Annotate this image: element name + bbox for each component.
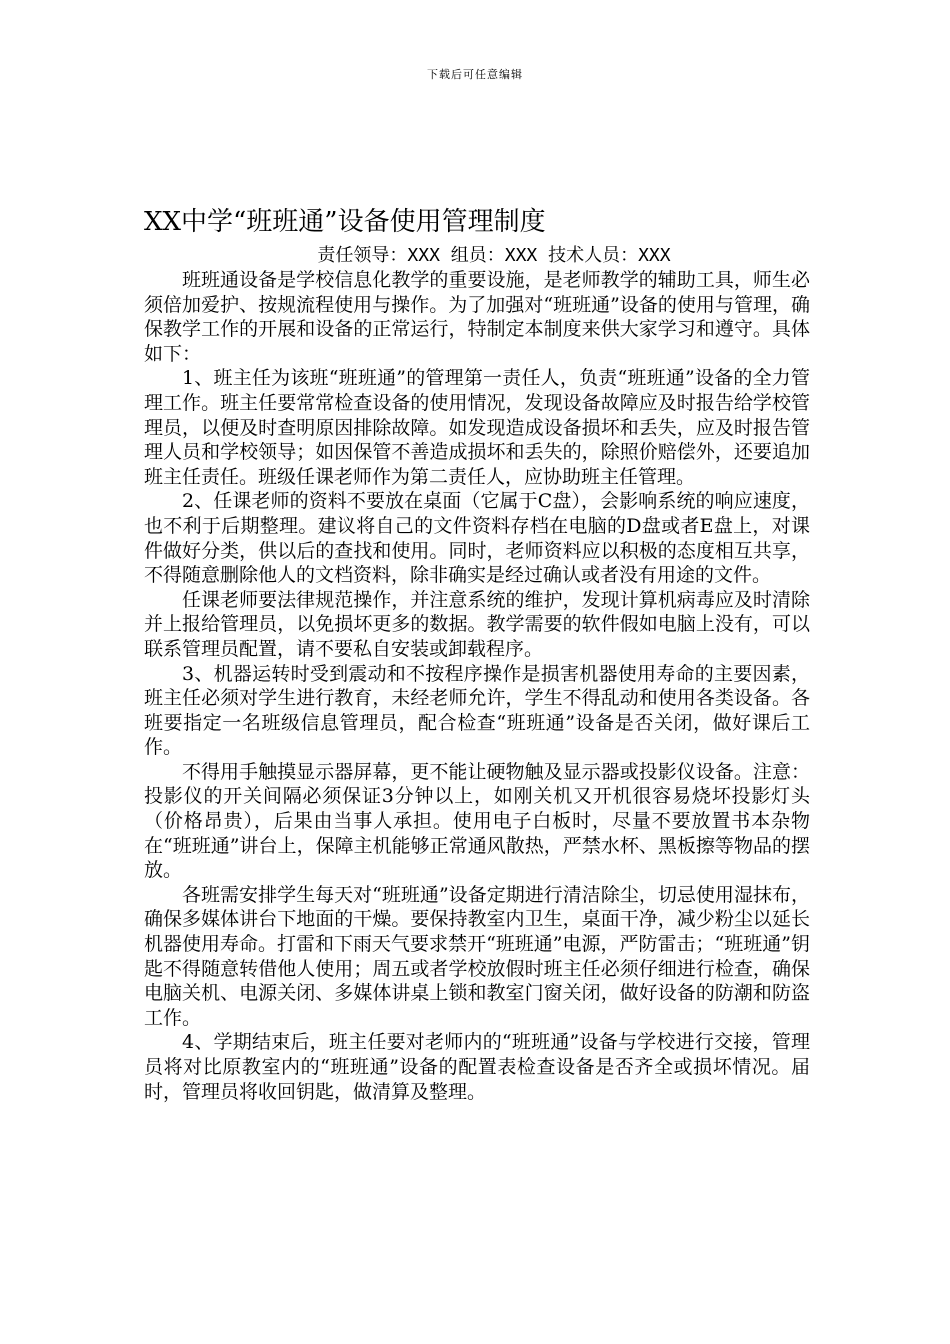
paragraph-2: 2、任课老师的资料不要放在桌面（它属于C盘），会影响系统的响应速度，也不利于后期整理。建议将自己的文件资料存档在电脑的D盘或者E盘上，对课件做好分类，供以后的查找和使用。同时，老师资料应以积极的态度相互共享，不得随意删除他人的文档资料，除非确实是经过确认或者没有用途的文件。	[144, 490, 810, 587]
header-note: 下载后可任意编辑	[427, 68, 523, 81]
paragraph-2b: 任课老师要法律规范操作，并注意系统的维护，发现计算机病毒应及时清除并上报给管理员，以免损坏更多的数据。教学需要的软件假如电脑上没有，可以联系管理员配置，请不要私自安装或卸载程序。	[144, 588, 810, 660]
paragraph-3b: 不得用手触摸显示器屏幕，更不能让硬物触及显示器或投影仪设备。注意：投影仪的开关间隔必须保证3分钟以上，如刚关机又开机很容易烧坏投影灯头（价格昂贵），后果由当事人承担。使用电子白板时，尽量不要放置书本杂物在“班班通”讲台上，保障主机能够正常通风散热，严禁水杯、黑板擦等物品的摆放。	[144, 760, 810, 882]
paragraph-1: 1、班主任为该班“班班通”的管理第一责任人，负责“班班通”设备的全力管理工作。班主任要常常检查设备的使用情况，发现设备故障应及时报告给学校管理员，以便及时查明原因排除故障。如发现造成设备损坏和丢失，应及时报告管理人员和学校领导；如因保管不善造成损坏和丢失的，除照价赔偿外，还要追加班主任责任。班级任课老师作为第二责任人，应协助班主任管理。	[144, 367, 810, 488]
paragraph-3: 3、机器运转时受到震动和不按程序操作是损害机器使用寿命的主要因素，班主任必须对学生进行教育，未经老师允许，学生不得乱动和使用各类设备。各班要指定一名班级信息管理员，配合检查“班班通”设备是否关闭，做好课后工作。	[144, 662, 810, 759]
responsible-line: 责任领导：XXX 组员：XXX 技术人员：XXX	[317, 245, 671, 266]
paragraph-3c: 各班需安排学生每天对“班班通”设备定期进行清洁除尘，切忌使用湿抹布，确保多媒体讲台下地面的干燥。要保持教室内卫生，桌面干净，减少粉尘以延长机器使用寿命。打雷和下雨天气要求禁开“班班通”电源，严防雷击；“班班通”钥匙不得随意转借他人使用；周五或者学校放假时班主任必须仔细进行检查，确保电脑关机、电源关闭、多媒体讲桌上锁和教室门窗关闭，做好设备的防潮和防盗工作。	[144, 883, 810, 1029]
document-body	[144, 205, 810, 1104]
paragraph-4: 4、学期结束后，班主任要对老师内的“班班通”设备与学校进行交接，管理员将对比原教室内的“班班通”设备的配置表检查设备是否齐全或损坏情况。届时，管理员将收回钥匙，做清算及整理。	[144, 1031, 810, 1103]
paragraph-intro: 班班通设备是学校信息化教学的重要设施，是老师教学的辅助工具，师生必须倍加爱护、按规流程使用与操作。为了加强对“班班通”设备的使用与管理，确保教学工作的开展和设备的正常运行，特制定本制度来供大家学习和遵守。具体如下：	[144, 269, 810, 365]
page-title: XX中学“班班通”设备使用管理制度	[144, 207, 546, 237]
